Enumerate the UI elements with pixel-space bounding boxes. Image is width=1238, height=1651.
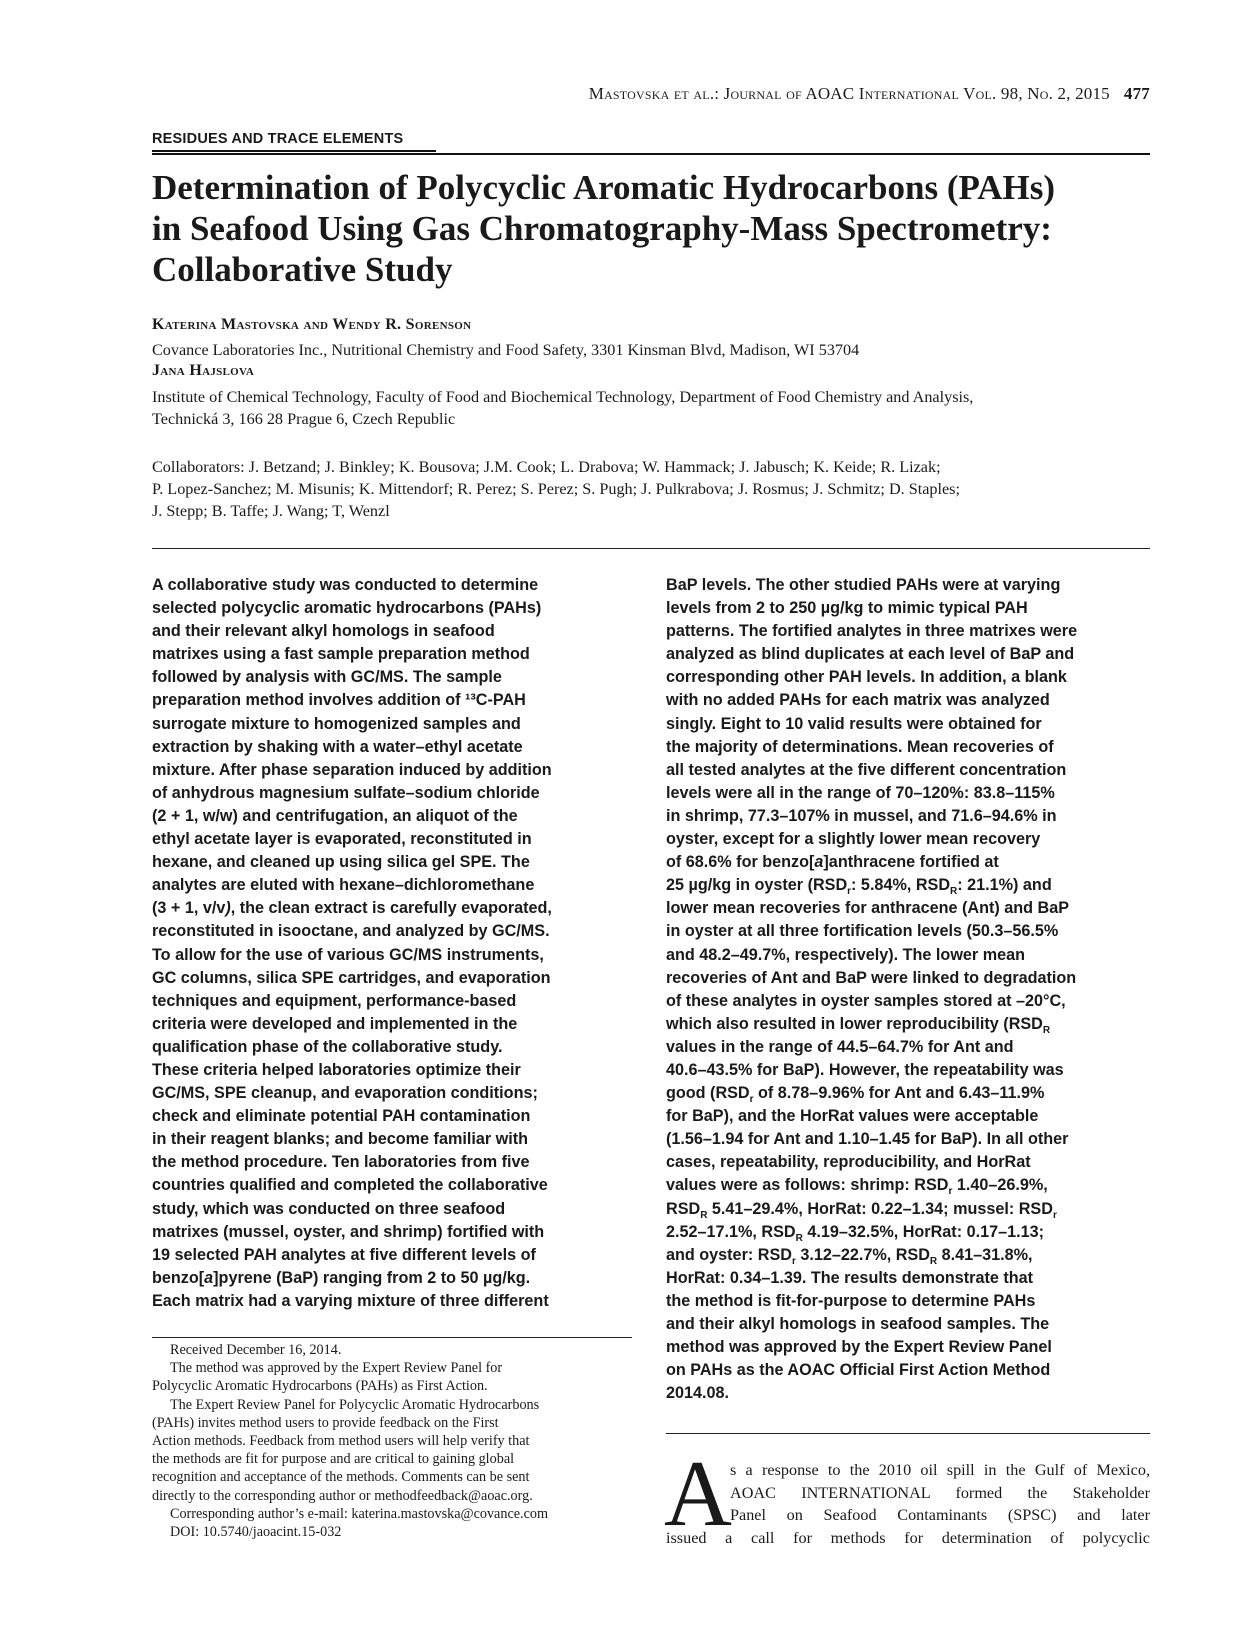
abstract-line: (2 + 1, w/w) and centrifugation, an aliquot of the [152,806,518,825]
abstract-line: 2014.08. [666,1384,730,1403]
abstract-line: values in the range of 44.5–64.7% for Ant and [666,1037,1014,1056]
abstract-line: 40.6–43.5% for BaP). However, the repeatability was [666,1060,1064,1079]
intro-line: Panel on Seafood Contaminants (SPSC) and later [730,1506,1150,1524]
abstract-line: analytes are eluted with hexane–dichloromethane [152,876,535,895]
authors-secondary: Jana Hajslova [152,362,255,379]
intro-line: AOAC INTERNATIONAL formed the Stakeholder [730,1483,1150,1502]
section-label: RESIDUES AND TRACE ELEMENTS [152,131,404,147]
abstract-line: all tested analytes at the five different concentration [666,760,1067,779]
abstract-line: which also resulted in lower reproducibility ($RSD_R$ [666,1014,1051,1037]
footnote-line: (PAHs) invites method users to provide feedback on the First [152,1414,499,1431]
footnote-line: The Expert Review Panel for Polycyclic Aromatic Hydrocarbons [170,1396,540,1413]
footnote-rule [152,1337,632,1338]
abstract-line: the method procedure. Ten laboratories from five [152,1153,530,1172]
abstract-line: GC columns, silica SPE cartridges, and evaporation [152,968,551,987]
introduction-text [666,1459,1150,1549]
title-line: Collaborative Study [152,250,453,289]
abstract-line: A collaborative study was conducted to determine [152,576,539,594]
abstract-line: 2.52–17.1%, $RSD_R$ 4.19–32.5%, HorRat: 0.17–1.13; [666,1222,1044,1244]
abstract-line: and their relevant alkyl homologs in seafood [152,622,495,641]
abstract-line: 19 selected PAH analytes at five different levels of [152,1245,536,1264]
abstract-line: in shrimp, 77.3–107% in mussel, and 71.6–94.6% in [666,806,1057,825]
abstract-line: the method is fit-for-purpose to determine PAHs [666,1291,1036,1310]
abstract-line: 25 µg/kg in oyster ($RSD_r$: 5.84%, $RSD_R$: 21.1%) and [666,876,1052,898]
abstract-line: patterns. The fortified analytes in three matrixes were [666,622,1078,641]
abstract-left-column [152,574,632,1313]
abstract-line: values were as follows: shrimp: $RSD_r$ 1.40–26.9%, [666,1176,1048,1198]
abstract-line: hexane, and cleaned up using silica gel SPE. The [152,853,530,872]
footnote-line: recognition and acceptance of the methods. Comments can be sent [152,1469,530,1486]
title-line: in Seafood Using Gas Chromatography-Mass Spectrometry: [152,209,1052,248]
abstract-line: oyster, except for a slightly lower mean recovery [666,830,1041,849]
footnote-line: Action methods. Feedback from method users will help verify that [152,1433,530,1450]
title-line: Determination of Polycyclic Aromatic Hydrocarbons (PAHs) [152,168,1056,207]
abstract-line: of 68.6% for benzo[a]anthracene fortified at [666,853,999,872]
abstract-line: reconstituted in isooctane, and analyzed by GC/MS. [152,922,550,941]
section-rule [152,153,1150,155]
collaborators-line: J. Stepp; B. Taffe; J. Wang; T, Wenzl [152,502,390,520]
abstract-line: recoveries of Ant and BaP were linked to degradation [666,968,1077,987]
abstract-line: mixture. After phase separation induced by addition [152,760,552,779]
abstract-line: check and eliminate potential PAH contamination [152,1107,531,1126]
collaborators-line: P. Lopez-Sanchez; M. Misunis; K. Mittendorf; R. Perez; S. Perez; S. Pugh; J. Pulkrabova; J. Rosmus; J. Schmitz; D. Staples; [152,480,960,498]
section-underline [152,150,436,152]
drop-cap: A [664,1442,732,1546]
abstract-line: surrogate mixture to homogenized samples and [152,714,521,733]
affiliation-secondary [152,386,973,430]
footnote-line: The method was approved by the Expert Review Panel for [170,1360,503,1377]
running-head-text: Mastovska et al.: Journal of AOAC International Vol. 98, No. 2, 2015 [588,84,1110,103]
affiliation-primary: Covance Laboratories Inc., Nutritional Chemistry and Food Safety, 3301 Kinsman Blvd, Madison, WI 53704 [152,341,860,359]
abstract-line: HorRat: 0.34–1.39. The results demonstrate that [666,1268,1034,1287]
abstract-line: benzo[a]pyrene (BaP) ranging from 2 to 50 µg/kg. [152,1268,531,1287]
abstract-line: levels were all in the range of 70–120%: 83.8–115% [666,783,1055,802]
abstract-line: the majority of determinations. Mean recoveries of [666,737,1054,756]
abstract-line: of these analytes in oyster samples stored at –20°C, [666,991,1066,1010]
header-rule [152,548,1150,549]
abstract-line: and their alkyl homologs in seafood samples. The [666,1315,1050,1333]
abstract-line: BaP levels. The other studied PAHs were at varying [666,576,1061,594]
abstract-line: (1.56–1.94 for Ant and 1.10–1.45 for BaP). In all other [666,1130,1069,1149]
intro-line: issued a call for methods for determination of polycyclic [666,1528,1150,1547]
abstract-right-column [666,574,1152,1405]
running-head [150,84,1150,104]
abstract-line: GC/MS, SPE cleanup, and evaporation conditions; [152,1084,538,1103]
footnote-line: Corresponding author’s e-mail: katerina.mastovska@covance.com [170,1505,549,1522]
abstract-line: preparation method involves addition of ¹³C-PAH [152,691,526,710]
abstract-line: and oyster: $RSD_r$ 3.12–22.7%, $RSD_R$ 8.41–31.8%, [666,1245,1033,1267]
abstract-line: followed by analysis with GC/MS. The sample [152,668,502,687]
abstract-line: matrixes (mussel, oyster, and shrimp) fortified with [152,1222,545,1241]
abstract-line: extraction by shaking with a water–ethyl acetate [152,737,523,756]
abstract-line: and 48.2–49.7%, respectively). The lower mean [666,945,1025,964]
abstract-line: levels from 2 to 250 µg/kg to mimic typical PAH [666,599,1028,618]
abstract-line: in oyster at all three fortification levels (50.3–56.5% [666,922,1059,941]
abstract-line: Each matrix had a varying mixture of three different [152,1291,549,1310]
abstract-line: singly. Eight to 10 valid results were obtained for [666,714,1042,733]
article-title [152,167,1152,290]
abstract-line: good ($RSD_r$ of 8.78–9.96% for Ant and 6.43–11.9% [666,1084,1045,1106]
abstract-line: To allow for the use of various GC/MS instruments, [152,945,544,964]
abstract-line: of anhydrous magnesium sulfate–sodium chloride [152,783,540,802]
abstract-line: method was approved by the Expert Review Panel [666,1338,1052,1357]
footnote-line: directly to the corresponding author or methodfeedback@aoac.org. [152,1487,533,1504]
abstract-line: criteria were developed and implemented in the [152,1014,518,1033]
abstract-line: study, which was conducted on three seafood [152,1199,506,1218]
abstract-line: techniques and equipment, performance-based [152,991,517,1010]
abstract-line: in their reagent blanks; and become familiar with [152,1130,528,1149]
affiliation-line: Technická 3, 166 28 Prague 6, Czech Republic [152,410,456,428]
abstract-line: (3 + 1, v/v), the clean extract is carefully evaporated, [152,899,552,918]
affiliation-line: Institute of Chemical Technology, Faculty of Food and Biochemical Technology, Department of Food Chemistry and Analysis, [152,388,974,406]
abstract-line: for BaP), and the HorRat values were acceptable [666,1107,1039,1126]
abstract-line: cases, repeatability, reproducibility, and HorRat [666,1153,1031,1172]
authors-primary: Katerina Mastovska and Wendy R. Sorenson [152,316,472,333]
abstract-line: $RSD_R$ 5.41–29.4%, HorRat: 0.22–1.34; mussel: $RSD_r$ [666,1199,1057,1221]
footnotes [152,1341,632,1541]
abstract-line: corresponding other PAH levels. In addition, a blank [666,668,1067,687]
page-number: 477 [1123,84,1150,103]
intro-line: s a response to the 2010 oil spill in the Gulf of Mexico, [730,1461,1150,1479]
abstract-line: These criteria helped laboratories optimize their [152,1060,521,1079]
abstract-line: matrixes using a fast sample preparation method [152,645,530,664]
abstract-line: selected polycyclic aromatic hydrocarbons (PAHs) [152,599,542,618]
intro-rule [666,1433,1150,1434]
footnote-line: DOI: 10.5740/jaoacint.15-032 [170,1524,342,1541]
abstract-line: ethyl acetate layer is evaporated, reconstituted in [152,830,532,849]
collaborators [152,456,960,522]
collaborators-line: Collaborators: J. Betzand; J. Binkley; K. Bousova; J.M. Cook; L. Drabova; W. Hammack; J. Jabusch; K. Keide; R. Lizak; [152,458,941,476]
footnote-line: Polycyclic Aromatic Hydrocarbons (PAHs) as First Action. [152,1378,488,1395]
abstract-line: analyzed as blind duplicates at each level of BaP and [666,645,1075,664]
abstract-line: qualification phase of the collaborative study. [152,1037,503,1056]
abstract-line: countries qualified and completed the collaborative [152,1176,548,1195]
footnote-line: the methods are fit for purpose and are critical to gaining global [152,1451,515,1468]
abstract-line: lower mean recoveries for anthracene (Ant) and BaP [666,899,1070,918]
footnote-line: Received December 16, 2014. [170,1342,342,1358]
abstract-line: on PAHs as the AOAC Official First Action Method [666,1361,1051,1380]
abstract-line: with no added PAHs for each matrix was analyzed [666,691,1050,710]
